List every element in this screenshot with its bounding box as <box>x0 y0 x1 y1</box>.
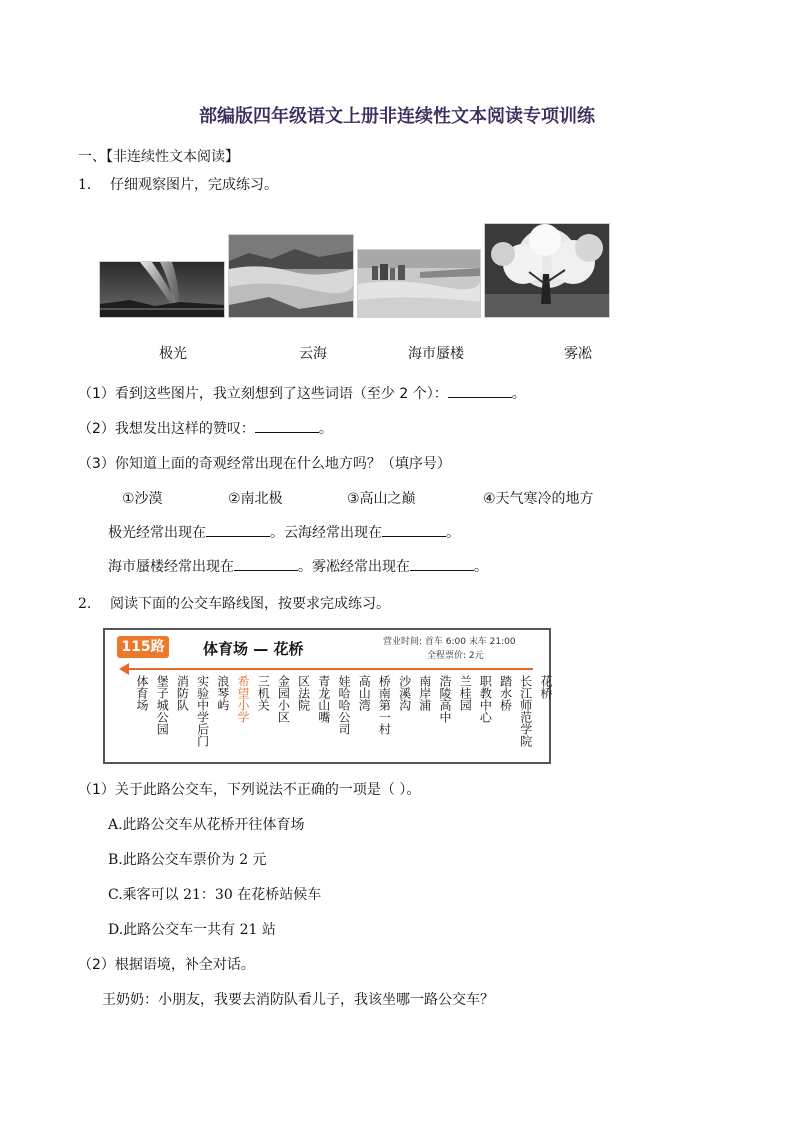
choice-a[interactable]: A.此路公交车从花桥开往体育场 <box>108 817 305 833</box>
image-caption: 海市蜃楼 <box>408 346 464 362</box>
bus-stop: 花桥 <box>539 675 553 699</box>
fill-text: 海市蜃楼经常出现在 <box>108 559 234 575</box>
sub-question-text: （2）我想发出这样的赞叹： <box>78 421 255 437</box>
route-number-badge: 115路 <box>117 636 169 658</box>
fare: 全程票价: 2元 <box>427 651 484 661</box>
bus-stop: 青龙山嘴 <box>316 675 331 723</box>
question-text: 阅读下面的公交车路线图，按要求完成练习。 <box>110 596 390 612</box>
fill-text: 极光经常出现在 <box>108 525 206 541</box>
service-hours: 营业时间: 首车 6:00 末车 21:00 <box>383 637 516 647</box>
bus-stop: 浪琴屿 <box>215 675 230 711</box>
q2-sub2: （2）根据语境，补全对话。 <box>78 957 255 973</box>
q1-sub3: （3）你知道上面的奇观经常出现在什么地方吗？（填序号） <box>78 456 451 472</box>
choice-c[interactable]: C.乘客可以 21：30 在花桥站候车 <box>108 887 322 903</box>
question-1-prompt <box>78 174 278 194</box>
option-4: ④天气寒冷的地方 <box>483 491 594 507</box>
fill-text: 。雾凇经常出现在 <box>298 559 410 575</box>
question-number: 2. <box>78 596 92 612</box>
bus-stop: 长江师范学院 <box>518 675 533 747</box>
bus-stop: 堡子城公园 <box>155 675 170 735</box>
bus-stop: 希望小学 <box>236 675 250 723</box>
bus-stop: 体育场 <box>135 675 149 711</box>
answer-blank[interactable] <box>410 558 474 571</box>
q2-sub1: （1）关于此路公交车，下列说法不正确的一项是（ ）。 <box>78 782 421 798</box>
question-text: 仔细观察图片，完成练习。 <box>110 177 278 193</box>
aurora-photo <box>99 261 225 318</box>
answer-blank[interactable] <box>382 524 446 537</box>
image-caption: 雾凇 <box>564 346 592 362</box>
q1-fill-line-2 <box>108 556 488 576</box>
bus-stop: 职教中心 <box>478 675 493 723</box>
period: 。 <box>511 386 526 402</box>
rime-tree-photo <box>484 223 610 318</box>
image-caption: 极光 <box>159 346 187 362</box>
page-title: 部编版四年级语文上册非连续性文本阅读专项训练 <box>199 106 595 127</box>
sea-of-clouds-photo <box>228 234 354 318</box>
section-heading: 一、【非连续性文本阅读】 <box>78 149 239 165</box>
option-2: ②南北极 <box>228 491 283 507</box>
direction-line <box>125 668 533 670</box>
route-title: 体育场 — 花桥 <box>203 640 304 658</box>
bus-stop: 区法院 <box>296 675 311 711</box>
option-1: ①沙漠 <box>122 491 163 507</box>
bus-stop: 金园小区 <box>276 675 291 723</box>
period: 。 <box>446 525 460 541</box>
bus-stop: 消防队 <box>175 675 190 711</box>
question-number: 1. <box>78 177 92 193</box>
bus-stop: 桥南第一村 <box>377 675 392 735</box>
mirage-photo <box>357 249 481 318</box>
bus-stop: 沙溪沟 <box>397 675 412 711</box>
answer-blank[interactable] <box>448 385 512 398</box>
period: 。 <box>474 559 488 575</box>
dialog-line: 王奶奶：小朋友，我要去消防队看儿子，我该坐哪一路公交车？ <box>102 992 494 1008</box>
bus-stop: 浩陵高中 <box>438 675 452 723</box>
period: 。 <box>318 421 333 437</box>
bus-route-map <box>103 628 551 764</box>
bus-stop: 娃哈哈公司 <box>337 675 351 735</box>
answer-blank[interactable] <box>206 524 270 537</box>
bus-stop: 三机关 <box>256 675 271 711</box>
direction-arrow-icon <box>119 663 129 675</box>
image-caption: 云海 <box>299 346 327 362</box>
choice-b[interactable]: B.此路公交车票价为 2 元 <box>108 852 267 868</box>
fill-text: 。云海经常出现在 <box>270 525 382 541</box>
answer-blank[interactable] <box>255 420 319 433</box>
bus-stop: 实验中学后门 <box>195 675 210 747</box>
bus-stop: 踏水桥 <box>498 675 513 711</box>
answer-blank[interactable] <box>234 558 298 571</box>
question-2-prompt <box>78 593 390 613</box>
q1-sub2 <box>78 418 333 438</box>
sub-question-text: （1）看到这些图片，我立刻想到了这些词语（至少 2 个）： <box>78 386 448 402</box>
bus-stop: 兰桂园 <box>458 675 473 711</box>
q1-sub1 <box>78 383 526 403</box>
option-3: ③高山之巅 <box>347 491 416 507</box>
bus-stop: 南岸浦 <box>417 675 432 711</box>
choice-d[interactable]: D.此路公交车一共有 21 站 <box>108 922 276 938</box>
q1-fill-line-1 <box>108 522 460 542</box>
bus-stop: 高山湾 <box>357 675 372 711</box>
